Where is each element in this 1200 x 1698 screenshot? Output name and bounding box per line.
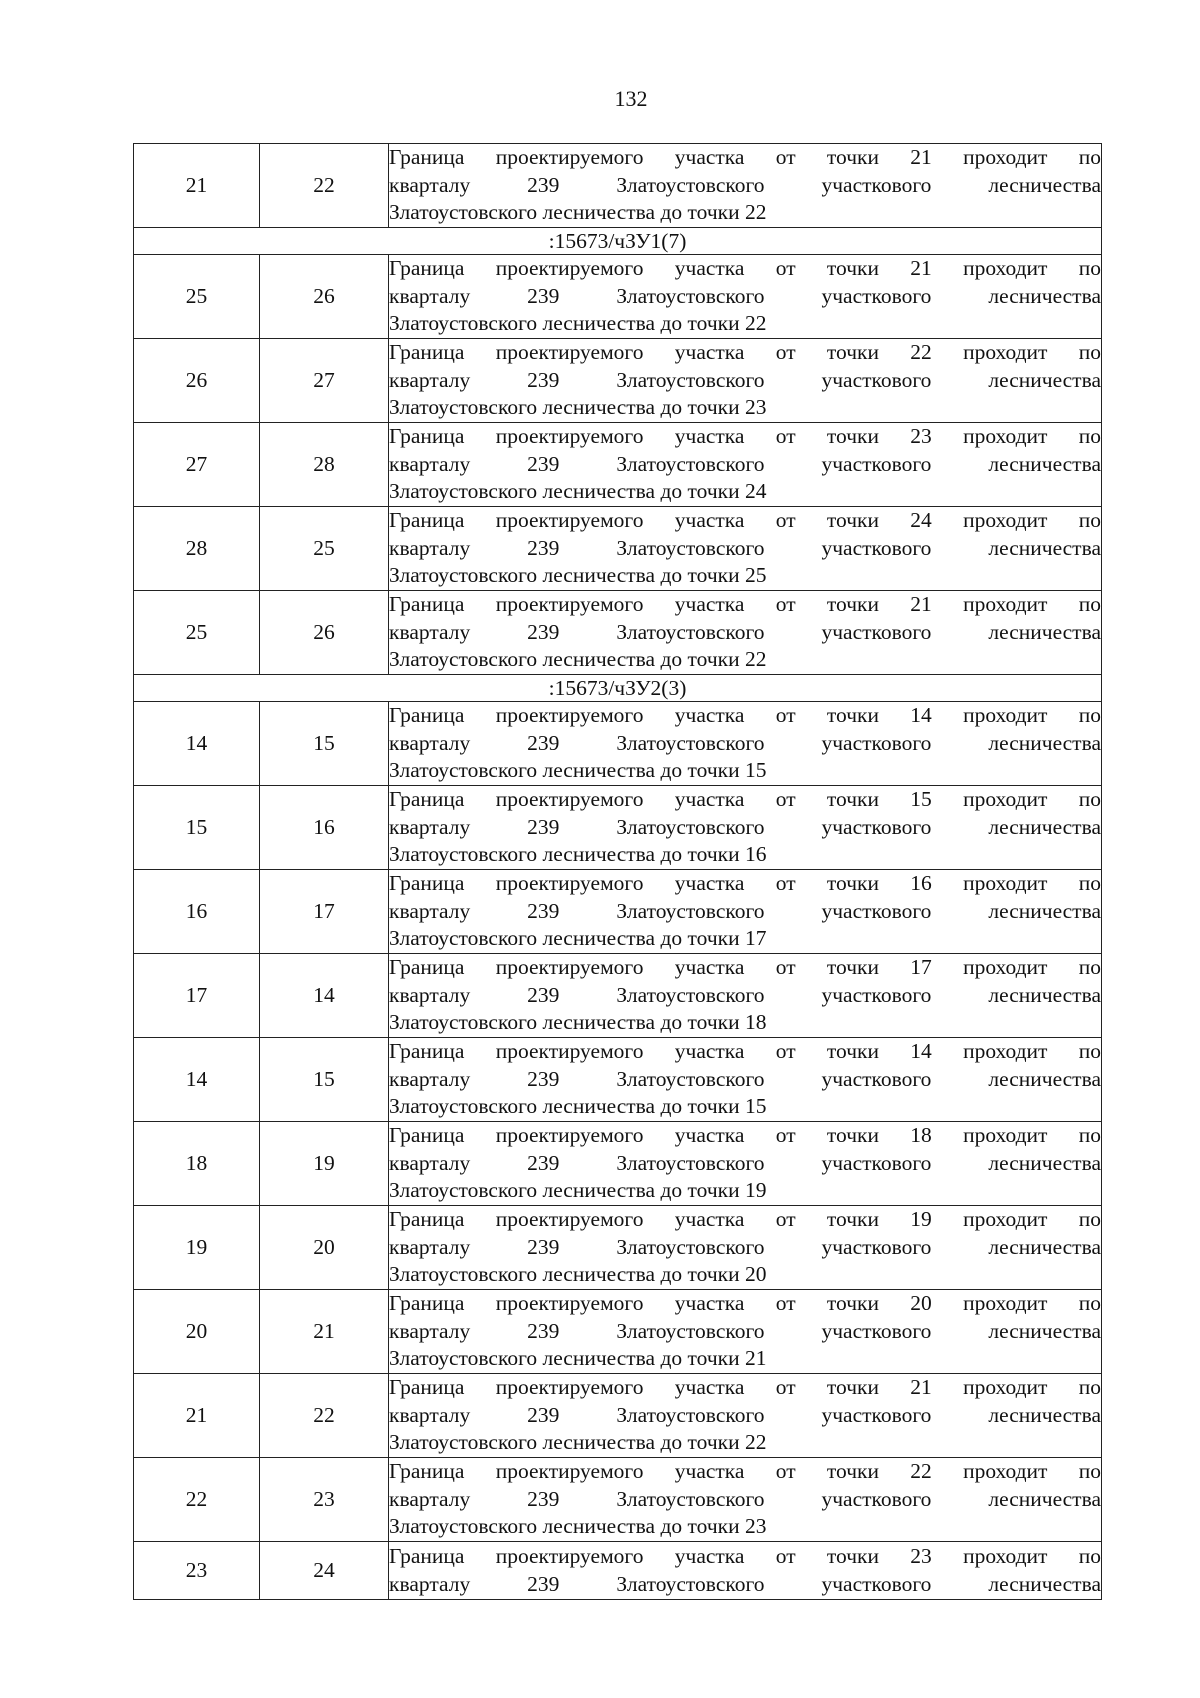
point-from-cell: 14 — [134, 1038, 260, 1122]
point-from-cell: 16 — [134, 870, 260, 954]
description-line-2: кварталу 239 Златоустовского участкового лесничества — [389, 1066, 1101, 1091]
description-line-2: кварталу 239 Златоустовского участкового лесничества — [389, 1402, 1101, 1427]
table-row — [134, 1122, 1102, 1206]
description-line-3: Златоустовского лесничества до точки 23 — [389, 1514, 767, 1539]
description-line-1: Граница проектируемого участка от точки 16 проходит по — [389, 871, 1101, 896]
point-from-cell: 20 — [134, 1290, 260, 1374]
table-row — [134, 1374, 1102, 1458]
description-line-3: Златоустовского лесничества до точки 22 — [389, 200, 767, 225]
description-line-1: Граница проектируемого участка от точки 18 проходит по — [389, 1123, 1101, 1148]
description-cell — [389, 507, 1102, 591]
description-line-1: Граница проектируемого участка от точки 14 проходит по — [389, 703, 1101, 728]
point-to-cell: 15 — [260, 702, 389, 786]
boundary-table — [133, 143, 1102, 1600]
description-cell — [389, 702, 1102, 786]
description-cell — [389, 255, 1102, 339]
description-line-1: Граница проектируемого участка от точки 20 проходит по — [389, 1291, 1101, 1316]
point-from-cell: 21 — [134, 1374, 260, 1458]
description-line-2: кварталу 239 Златоустовского участкового лесничества — [389, 172, 1101, 197]
point-from-cell: 25 — [134, 255, 260, 339]
description-line-2: кварталу 239 Златоустовского участкового лесничества — [389, 898, 1101, 923]
section-row — [134, 675, 1102, 702]
table-row — [134, 1290, 1102, 1374]
description-line-2: кварталу 239 Златоустовского участкового лесничества — [389, 451, 1101, 476]
point-to-cell: 23 — [260, 1458, 389, 1542]
point-from-cell: 25 — [134, 591, 260, 675]
table-row — [134, 702, 1102, 786]
description-line-1: Граница проектируемого участка от точки 24 проходит по — [389, 508, 1101, 533]
point-to-cell: 14 — [260, 954, 389, 1038]
description-cell — [389, 1038, 1102, 1122]
description-cell — [389, 870, 1102, 954]
description-line-1: Граница проектируемого участка от точки 22 проходит по — [389, 1459, 1101, 1484]
description-cell — [389, 1290, 1102, 1374]
point-from-cell: 19 — [134, 1206, 260, 1290]
description-line-1: Граница проектируемого участка от точки 22 проходит по — [389, 340, 1101, 365]
description-line-1: Граница проектируемого участка от точки 19 проходит по — [389, 1207, 1101, 1232]
description-line-1: Граница проектируемого участка от точки 21 проходит по — [389, 1375, 1101, 1400]
description-line-3: Златоустовского лесничества до точки 22 — [389, 647, 767, 672]
point-to-cell: 21 — [260, 1290, 389, 1374]
point-to-cell: 25 — [260, 507, 389, 591]
description-line-2: кварталу 239 Златоустовского участкового лесничества — [389, 982, 1101, 1007]
description-line-2: кварталу 239 Златоустовского участкового лесничества — [389, 1234, 1101, 1259]
point-to-cell: 17 — [260, 870, 389, 954]
page-number: 132 — [614, 86, 648, 111]
description-line-3: Златоустовского лесничества до точки 21 — [389, 1346, 767, 1371]
boundary-table-body — [134, 144, 1102, 1600]
point-to-cell: 15 — [260, 1038, 389, 1122]
table-row — [134, 507, 1102, 591]
description-line-2: кварталу 239 Златоустовского участкового лесничества — [389, 535, 1101, 560]
section-row — [134, 228, 1102, 255]
description-line-3: Златоустовского лесничества до точки 24 — [389, 479, 767, 504]
point-to-cell: 19 — [260, 1122, 389, 1206]
point-to-cell: 16 — [260, 786, 389, 870]
point-to-cell: 26 — [260, 255, 389, 339]
description-line-1: Граница проектируемого участка от точки 21 проходит по — [389, 592, 1101, 617]
description-line-3: Златоустовского лесничества до точки 17 — [389, 926, 767, 951]
point-to-cell: 28 — [260, 423, 389, 507]
description-line-2: кварталу 239 Златоустовского участкового лесничества — [389, 367, 1101, 392]
description-line-3: Златоустовского лесничества до точки 16 — [389, 842, 767, 867]
table-row — [134, 786, 1102, 870]
table-row — [134, 1038, 1102, 1122]
point-from-cell: 18 — [134, 1122, 260, 1206]
description-line-2: кварталу 239 Златоустовского участкового лесничества — [389, 730, 1101, 755]
description-cell — [389, 339, 1102, 423]
point-from-cell: 14 — [134, 702, 260, 786]
description-cell — [389, 1542, 1102, 1600]
point-to-cell: 24 — [260, 1542, 389, 1600]
description-line-2: кварталу 239 Златоустовского участкового лесничества — [389, 1150, 1101, 1175]
description-line-3: Златоустовского лесничества до точки 25 — [389, 563, 767, 588]
point-from-cell: 27 — [134, 423, 260, 507]
table-row — [134, 423, 1102, 507]
description-line-1: Граница проектируемого участка от точки 21 проходит по — [389, 145, 1101, 170]
table-row — [134, 954, 1102, 1038]
table-row — [134, 591, 1102, 675]
description-line-3: Златоустовского лесничества до точки 19 — [389, 1178, 767, 1203]
description-line-1: Граница проектируемого участка от точки 15 проходит по — [389, 787, 1101, 812]
description-line-3: Златоустовского лесничества до точки 15 — [389, 1094, 767, 1119]
table-row — [134, 144, 1102, 228]
description-line-3: Златоустовского лесничества до точки 15 — [389, 758, 767, 783]
description-line-1: Граница проектируемого участка от точки 23 проходит по — [389, 424, 1101, 449]
table-row — [134, 870, 1102, 954]
description-line-2: кварталу 239 Златоустовского участкового лесничества — [389, 1571, 1101, 1596]
point-from-cell: 17 — [134, 954, 260, 1038]
point-to-cell: 22 — [260, 144, 389, 228]
table-row — [134, 1206, 1102, 1290]
description-cell — [389, 786, 1102, 870]
description-line-2: кварталу 239 Златоустовского участкового лесничества — [389, 814, 1101, 839]
description-line-1: Граница проектируемого участка от точки 23 проходит по — [389, 1544, 1101, 1568]
description-line-1: Граница проектируемого участка от точки 21 проходит по — [389, 256, 1101, 281]
description-line-3: Златоустовского лесничества до точки 18 — [389, 1010, 767, 1035]
description-cell — [389, 423, 1102, 507]
point-from-cell: 28 — [134, 507, 260, 591]
table-row — [134, 1458, 1102, 1542]
description-line-2: кварталу 239 Златоустовского участкового лесничества — [389, 283, 1101, 308]
point-to-cell: 22 — [260, 1374, 389, 1458]
description-cell — [389, 591, 1102, 675]
table-row — [134, 339, 1102, 423]
section-label: :15673/чЗУ1(7) — [134, 228, 1102, 255]
description-line-3: Златоустовского лесничества до точки 20 — [389, 1262, 767, 1287]
description-cell — [389, 1458, 1102, 1542]
description-cell — [389, 1206, 1102, 1290]
description-line-1: Граница проектируемого участка от точки 14 проходит по — [389, 1039, 1101, 1064]
description-line-2: кварталу 239 Златоустовского участкового лесничества — [389, 619, 1101, 644]
table-row — [134, 1542, 1102, 1600]
description-line-2: кварталу 239 Златоустовского участкового лесничества — [389, 1318, 1101, 1343]
point-from-cell: 22 — [134, 1458, 260, 1542]
description-line-3: Златоустовского лесничества до точки 22 — [389, 1430, 767, 1455]
point-to-cell: 27 — [260, 339, 389, 423]
point-to-cell: 20 — [260, 1206, 389, 1290]
description-line-3: Златоустовского лесничества до точки 22 — [389, 311, 767, 336]
description-cell — [389, 1374, 1102, 1458]
description-cell — [389, 954, 1102, 1038]
point-from-cell: 15 — [134, 786, 260, 870]
section-label: :15673/чЗУ2(3) — [134, 675, 1102, 702]
point-from-cell: 21 — [134, 144, 260, 228]
description-cell — [389, 144, 1102, 228]
point-to-cell: 26 — [260, 591, 389, 675]
table-row — [134, 255, 1102, 339]
description-line-2: кварталу 239 Златоустовского участкового лесничества — [389, 1486, 1101, 1511]
description-cell — [389, 1122, 1102, 1206]
point-from-cell: 26 — [134, 339, 260, 423]
description-line-3: Златоустовского лесничества до точки 23 — [389, 395, 767, 420]
point-from-cell: 23 — [134, 1542, 260, 1600]
description-line-1: Граница проектируемого участка от точки 17 проходит по — [389, 955, 1101, 980]
